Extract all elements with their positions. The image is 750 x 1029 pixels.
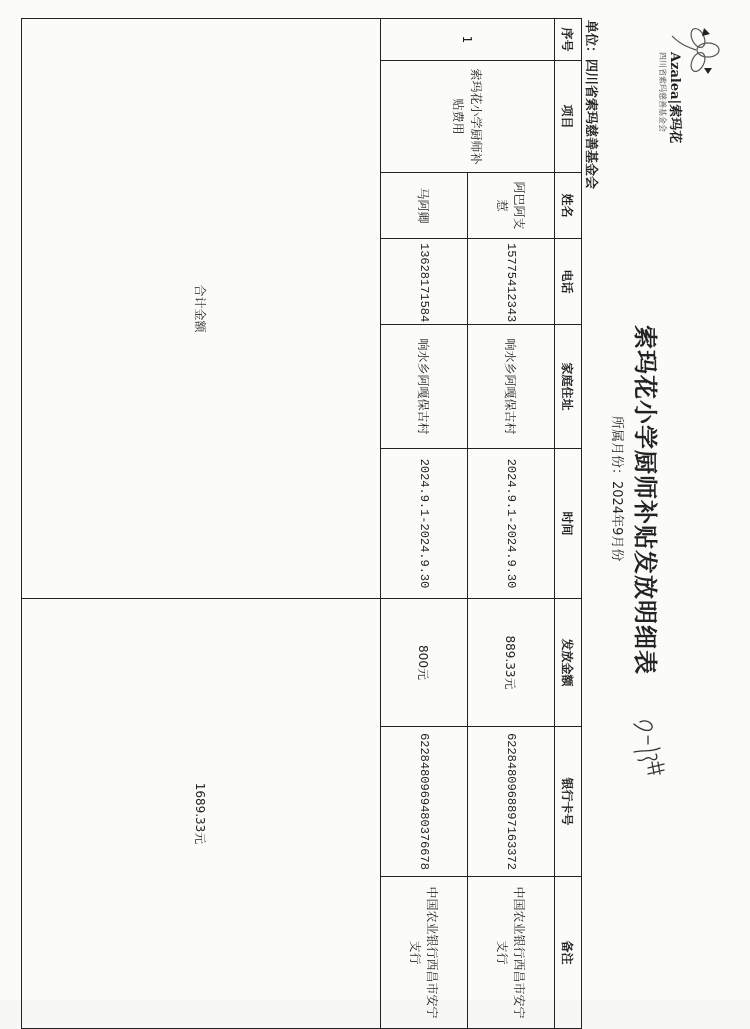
period-cell: 2024.9.1-2024.9.30 xyxy=(381,449,468,599)
header-remark: 备注 xyxy=(555,877,582,1029)
document-title: 索玛花小学厨师补贴发放明细表 xyxy=(631,325,660,675)
address-cell: 响水乡阿嘎保古村 xyxy=(381,325,468,449)
address-cell: 响水乡阿嘎保古村 xyxy=(468,325,555,449)
table-header-row xyxy=(555,19,582,1029)
phone-cell: 13628171584 xyxy=(381,239,468,325)
unit-line: 单位：四川省索玛慈善基金会 xyxy=(583,20,598,190)
name-cell: 阿巴阿支惹 xyxy=(468,173,555,239)
header-period: 时间 xyxy=(555,449,582,599)
total-label: 合计金额 xyxy=(22,19,381,599)
phone-cell: 15775412343 xyxy=(468,239,555,325)
amount-cell: 889.33元 xyxy=(468,599,555,727)
amount-cell: 800元 xyxy=(381,599,468,727)
period-cell: 2024.9.1-2024.9.30 xyxy=(468,449,555,599)
logo-wordmark: Azalea|索玛花 xyxy=(667,52,682,144)
project-cell: 索玛花小学厨师补贴费用 xyxy=(381,61,555,173)
header-seq: 序号 xyxy=(555,19,582,61)
handwritten-mark xyxy=(630,716,670,776)
header-name: 姓名 xyxy=(555,173,582,239)
total-row xyxy=(22,19,381,1029)
header-amount: 发放金额 xyxy=(555,599,582,727)
table-row xyxy=(468,19,555,1029)
total-value: 1689.33元 xyxy=(22,599,381,1029)
remark-cell: 中国农业银行西昌市安宁支行 xyxy=(468,877,555,1029)
month-line: 所属月份：2024年9月份 xyxy=(609,416,624,562)
remark-cell: 中国农业银行西昌市安宁支行 xyxy=(381,877,468,1029)
header-card: 银行卡号 xyxy=(555,727,582,877)
header-address: 家庭住址 xyxy=(555,325,582,449)
card-cell: 6228480969480376678 xyxy=(381,727,468,877)
card-cell: 6228480968897163372 xyxy=(468,727,555,877)
header-project: 项目 xyxy=(555,61,582,173)
header-phone: 电话 xyxy=(555,239,582,325)
seq-cell: 1 xyxy=(381,19,555,61)
stipend-table xyxy=(21,18,582,1029)
foundation-logo xyxy=(658,22,724,162)
name-cell: 马阿卿 xyxy=(381,173,468,239)
logo-subtitle: 四川省索玛慈善基金会 xyxy=(658,52,667,132)
